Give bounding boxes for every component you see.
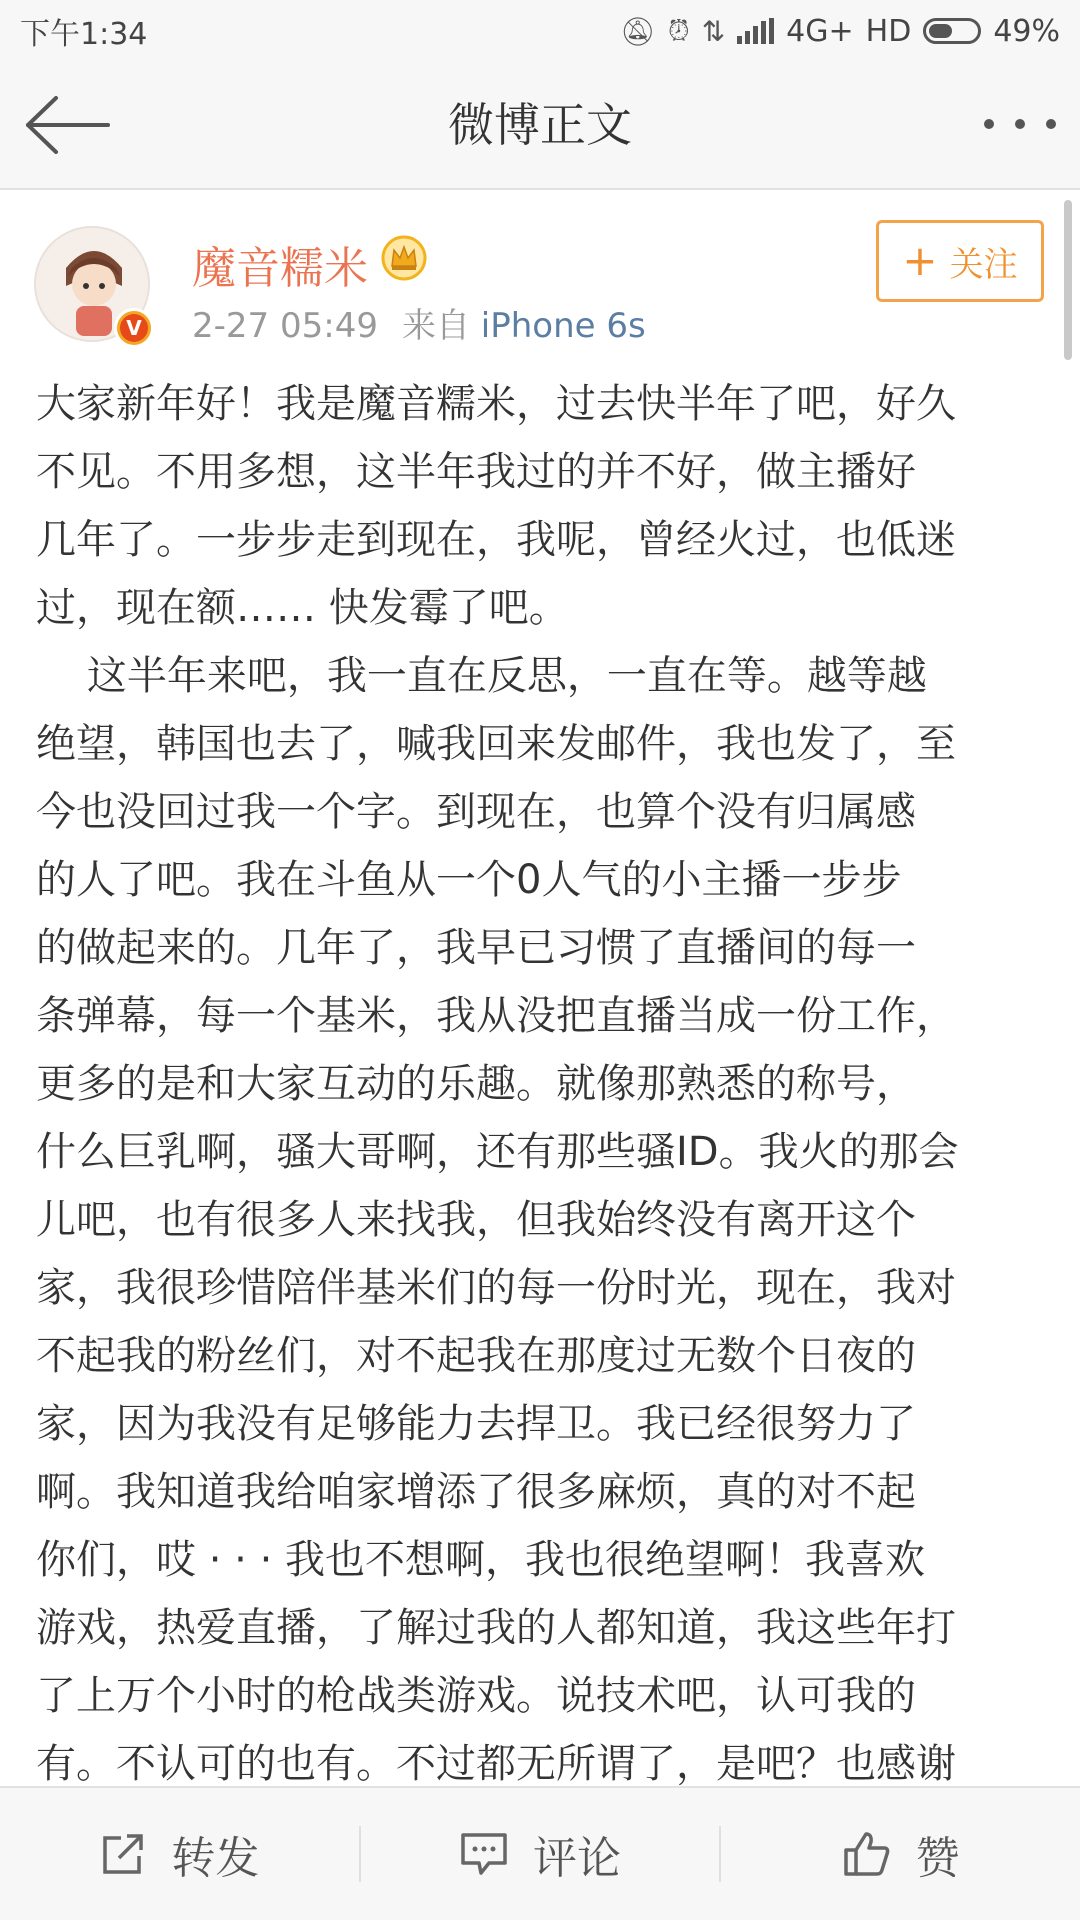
follow-button[interactable] bbox=[876, 220, 1044, 302]
repost-label: 转发 bbox=[171, 1833, 260, 1884]
data-transfer-icon: ⇅ bbox=[701, 14, 726, 48]
thumbs-up-icon bbox=[842, 1830, 892, 1878]
post-time: 2-27 05:49 bbox=[192, 306, 378, 346]
status-time: 下午1:34 bbox=[20, 17, 148, 52]
page-title: 微博正文 bbox=[448, 98, 632, 152]
follow-label: 关注 bbox=[949, 244, 1018, 285]
post-body: 大家新年好！我是魔音糯米，过去快半年了吧，好久 不见。不用多想，这半年我过的并不好，做主播好 几年了。一步步走到现在，我呢，曾经火过，也低迷 过，现在额…… 快发霉了吧。 这半年来吧，我一直在反思，一直在等。越等越 绝望，韩国也去了，喊我回来发邮件，我也发了，至 今也没回过我一个字。到现在，也算个没有归属感 的人了吧。我在斗鱼从一个0人气的小主播一步步 的做起来的。几年了，我早已习惯了直播间的每一 条弹幕，每一个基米，我从没把直播当成一份工作， 更多的是和大家互动的乐趣。就像那熟悉的称号， 什么巨乳啊，骚大哥啊，还有那些骚ID。我火的那会 儿吧，也有很多人来找我，但我始终没有离开这个 家，我很珍惜陪伴基米们的每一份时光，现在，我对 不起我的粉丝们，对不起我在那度过无数个日夜的 家，因为我没有足够能力去捍卫。我已经很努力了 啊。我知道我给咱家增添了很多麻烦，真的对不起 你们，哎 · · · 我也不想啊，我也很绝望啊！我喜欢 游戏，热爱直播，了解过我的人都知道，我这些年打 了上万个小时的枪战类游戏。说技术吧，认可我的 有。不认可的也有。不过都无所谓了，是吧？也感谢 bbox=[36, 381, 959, 1786]
plus-icon: + bbox=[902, 236, 938, 285]
crown-icon bbox=[380, 234, 428, 282]
post-meta bbox=[192, 298, 646, 347]
repost-icon bbox=[99, 1830, 147, 1878]
battery-percent: 49% bbox=[993, 13, 1060, 49]
verified-badge: V bbox=[114, 308, 154, 348]
mute-icon: 🔕︎ bbox=[620, 14, 656, 48]
like-button[interactable] bbox=[721, 1788, 1080, 1920]
battery-icon bbox=[923, 18, 981, 44]
network-type: 4G+ bbox=[786, 13, 854, 49]
signal-icon bbox=[737, 18, 774, 44]
repost-button[interactable] bbox=[0, 1788, 359, 1920]
post-source[interactable]: iPhone 6s bbox=[480, 306, 646, 346]
like-label: 赞 bbox=[915, 1833, 960, 1884]
status-bar bbox=[0, 0, 1080, 62]
comment-icon bbox=[459, 1831, 509, 1877]
scrollbar[interactable] bbox=[1064, 200, 1072, 360]
action-bar bbox=[0, 1786, 1080, 1920]
more-button[interactable] bbox=[984, 104, 1056, 144]
source-prefix: 来自 bbox=[401, 306, 470, 346]
more-dots-icon bbox=[984, 119, 994, 129]
post-card bbox=[0, 190, 1080, 1786]
comment-button[interactable] bbox=[361, 1788, 720, 1920]
alarm-icon: ⏰︎ bbox=[667, 14, 690, 47]
hd-indicator: HD bbox=[865, 13, 912, 49]
username[interactable]: 魔音糯米 bbox=[192, 243, 368, 294]
page-header bbox=[0, 62, 1080, 190]
comment-label: 评论 bbox=[533, 1833, 621, 1884]
status-indicators bbox=[620, 14, 1060, 49]
